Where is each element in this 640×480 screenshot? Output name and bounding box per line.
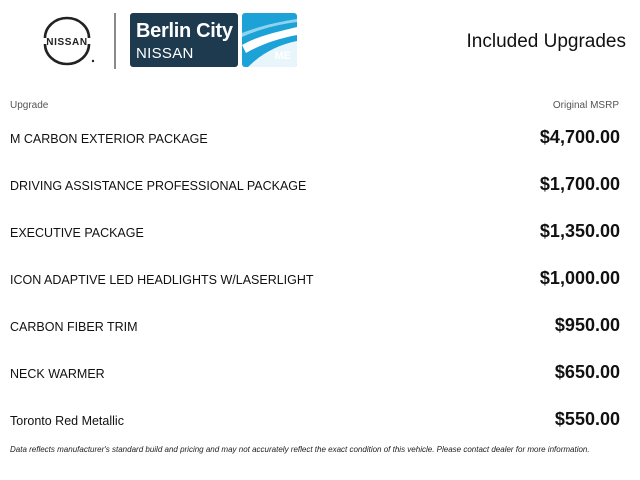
table-row	[0, 210, 640, 257]
table-row	[0, 116, 640, 163]
upgrade-name: M CARBON EXTERIOR PACKAGE	[10, 132, 208, 146]
upgrade-name: CARBON FIBER TRIM	[10, 320, 138, 334]
state-badge-text: ME	[274, 50, 291, 62]
upgrade-price: $4,700.00	[539, 127, 620, 147]
table-row	[0, 163, 640, 210]
table-row	[0, 351, 640, 398]
logo-divider	[114, 13, 116, 69]
table-row	[0, 398, 640, 445]
dealer-name-line2: NISSAN	[136, 45, 194, 62]
upgrade-name: NECK WARMER	[10, 367, 105, 381]
upgrade-price: $550.00	[554, 409, 620, 429]
upgrade-name: ICON ADAPTIVE LED HEADLIGHTS W/LASERLIGHT	[10, 273, 314, 287]
upgrade-price: $950.00	[554, 315, 620, 335]
upgrades-list	[0, 116, 640, 445]
disclaimer: Data reflects manufacturer's standard build and pricing and may not accurately reflect the exact condition of this vehicle. Please contact dealer for more information.	[10, 445, 590, 454]
upgrade-price: $1,000.00	[539, 268, 620, 288]
state-badge	[242, 13, 297, 67]
upgrade-price: $650.00	[554, 362, 620, 382]
column-header-msrp: Original MSRP	[552, 100, 619, 111]
table-row	[0, 257, 640, 304]
upgrade-name: Toronto Red Metallic	[10, 414, 124, 428]
nissan-logo	[36, 16, 98, 66]
upgrade-name: DRIVING ASSISTANCE PROFESSIONAL PACKAGE	[10, 179, 307, 193]
header	[0, 0, 640, 84]
dealer-logo	[130, 13, 238, 67]
upgrade-price: $1,350.00	[539, 221, 620, 241]
upgrade-price: $1,700.00	[539, 174, 620, 194]
table-row	[0, 304, 640, 351]
page-title: Included Upgrades	[466, 31, 626, 52]
upgrade-name: EXECUTIVE PACKAGE	[10, 226, 144, 240]
dealer-name-line1: Berlin City	[136, 20, 233, 42]
column-header-upgrade: Upgrade	[10, 100, 49, 111]
nissan-logo-text: NISSAN	[46, 37, 88, 48]
